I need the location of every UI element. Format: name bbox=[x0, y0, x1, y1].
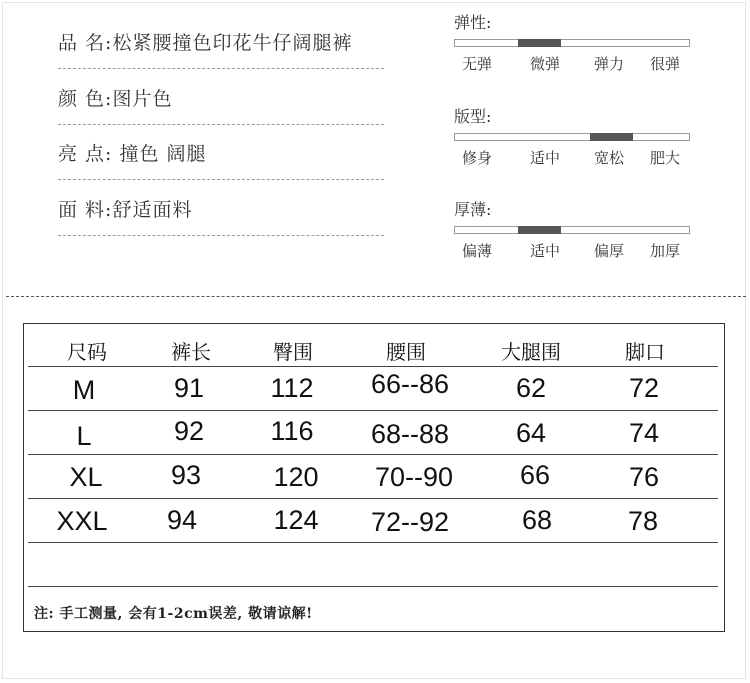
cell-length: 91 bbox=[173, 373, 205, 403]
scale-ticks bbox=[454, 53, 694, 73]
cell-leg-opening: 76 bbox=[628, 462, 660, 492]
thickness-scale bbox=[454, 197, 694, 277]
scale-tick: 肥大 bbox=[650, 149, 681, 167]
cell-hip: 120 bbox=[273, 462, 319, 492]
header-leg-opening: 脚口 bbox=[625, 342, 665, 364]
product-highlight: 亮 点: 撞色 阔腿 bbox=[58, 143, 207, 165]
cell-waist: 68--88 bbox=[370, 419, 450, 449]
scale-indicator bbox=[590, 133, 633, 141]
elasticity-scale bbox=[454, 10, 694, 90]
product-name-row bbox=[58, 14, 384, 69]
cell-size: XL bbox=[69, 462, 103, 492]
table-rule bbox=[28, 498, 718, 499]
cell-length: 94 bbox=[166, 505, 198, 535]
dashed-separator bbox=[58, 68, 384, 69]
cell-size: L bbox=[76, 421, 92, 451]
scale-bar bbox=[454, 133, 690, 141]
scale-tick: 加厚 bbox=[650, 242, 681, 260]
header-thigh: 大腿围 bbox=[501, 342, 561, 364]
scale-label: 弹性: bbox=[454, 13, 492, 32]
scale-tick: 适中 bbox=[530, 149, 561, 167]
scale-ticks bbox=[454, 147, 694, 167]
scale-tick: 很弹 bbox=[650, 55, 681, 73]
dashed-separator bbox=[58, 235, 384, 236]
table-rule bbox=[28, 454, 718, 455]
header-size: 尺码 bbox=[67, 342, 107, 364]
scale-tick: 微弹 bbox=[530, 55, 561, 73]
header-length: 裤长 bbox=[171, 342, 211, 364]
cell-length: 92 bbox=[173, 416, 205, 446]
cell-waist: 70--90 bbox=[374, 462, 454, 492]
scale-indicator bbox=[518, 226, 561, 234]
table-rule bbox=[28, 542, 718, 543]
cell-thigh: 68 bbox=[521, 505, 553, 535]
scale-label: 版型: bbox=[454, 107, 492, 126]
scale-tick: 修身 bbox=[462, 149, 493, 167]
cell-size: M bbox=[72, 375, 96, 405]
cell-leg-opening: 72 bbox=[628, 373, 660, 403]
cell-thigh: 64 bbox=[515, 418, 547, 448]
product-color-row bbox=[58, 70, 384, 125]
fit-scale bbox=[454, 104, 694, 184]
table-rule bbox=[28, 586, 718, 587]
cell-waist: 72--92 bbox=[370, 507, 450, 537]
section-divider bbox=[6, 296, 746, 297]
cell-length: 93 bbox=[170, 460, 202, 490]
product-highlight-row bbox=[58, 125, 384, 180]
scale-bar bbox=[454, 226, 690, 234]
product-name: 品 名:松紧腰撞色印花牛仔阔腿裤 bbox=[58, 32, 353, 54]
scale-tick: 偏薄 bbox=[462, 242, 493, 260]
product-fabric: 面 料:舒适面料 bbox=[58, 199, 193, 221]
scale-tick: 弹力 bbox=[594, 55, 625, 73]
table-rule bbox=[28, 410, 718, 411]
scale-tick: 宽松 bbox=[594, 149, 625, 167]
product-fabric-row bbox=[58, 181, 384, 236]
measurement-note: 注: 手工测量, 会有1-2cm误差, 敬请谅解! bbox=[34, 606, 313, 622]
scale-tick: 偏厚 bbox=[594, 242, 625, 260]
scale-tick: 无弹 bbox=[462, 55, 493, 73]
scale-tick: 适中 bbox=[530, 242, 561, 260]
scale-indicator bbox=[518, 39, 561, 47]
cell-leg-opening: 78 bbox=[627, 506, 659, 536]
cell-thigh: 66 bbox=[519, 460, 551, 490]
cell-waist: 66--86 bbox=[370, 369, 450, 399]
dashed-separator bbox=[58, 179, 384, 180]
cell-hip: 112 bbox=[270, 373, 314, 403]
cell-hip: 116 bbox=[270, 416, 314, 446]
cell-thigh: 62 bbox=[515, 373, 547, 403]
header-waist: 腰围 bbox=[386, 342, 426, 364]
table-rule bbox=[28, 366, 718, 367]
scale-label: 厚薄: bbox=[454, 200, 492, 219]
scale-ticks bbox=[454, 240, 694, 260]
product-color: 颜 色:图片色 bbox=[58, 88, 173, 110]
header-hip: 臀围 bbox=[273, 342, 313, 364]
cell-size: XXL bbox=[56, 506, 108, 536]
cell-hip: 124 bbox=[273, 505, 319, 535]
scale-bar bbox=[454, 39, 690, 47]
cell-leg-opening: 74 bbox=[628, 418, 660, 448]
